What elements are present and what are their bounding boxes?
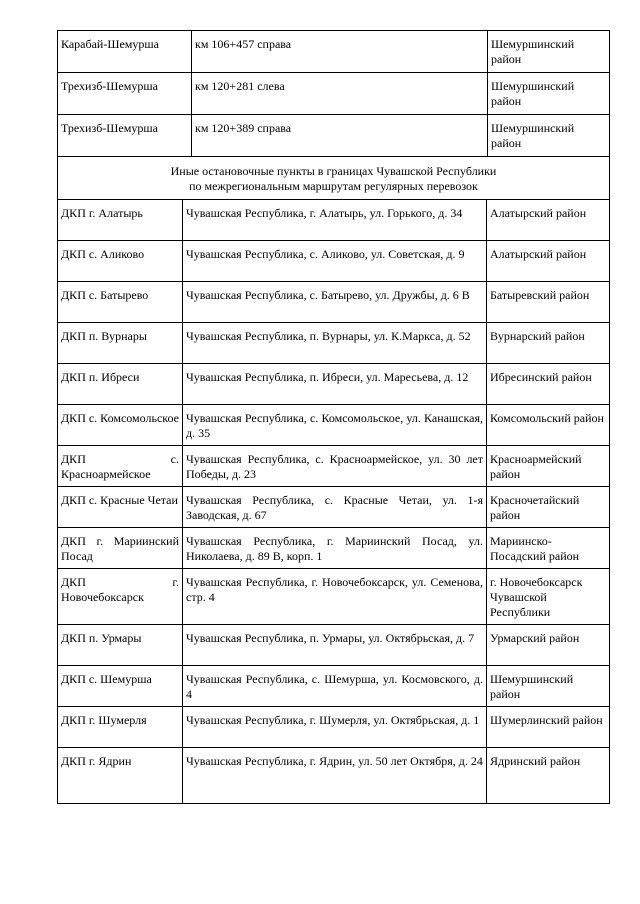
stop-district: Красночетайский район	[487, 487, 610, 528]
section-header-line-2: по межрегиональным маршрутам регулярных перевозок	[189, 179, 478, 193]
stop-district: Ибресинский район	[487, 364, 610, 405]
table-row	[58, 487, 610, 528]
stop-district: Урмарский район	[487, 625, 610, 666]
stop-district: г. Новочебоксарск Чувашской Республики	[487, 569, 610, 625]
table-row	[58, 323, 610, 364]
stop-address: Чувашская Республика, с. Аликово, ул. Советская, д. 9	[183, 241, 487, 282]
stop-district: Алатырский район	[487, 241, 610, 282]
stop-district: Красноармейский район	[487, 446, 610, 487]
stop-name: Карабай-Шемурша	[58, 31, 192, 73]
stop-name: ДКП с. Шемурша	[58, 666, 183, 707]
stop-address: Чувашская Республика, п. Урмары, ул. Октябрьская, д. 7	[183, 625, 487, 666]
stop-name: ДКП п. Урмары	[58, 625, 183, 666]
stop-district: Ядринский район	[487, 748, 610, 804]
stop-district: Алатырский район	[487, 200, 610, 241]
table-row	[58, 625, 610, 666]
interregional-stops-table	[57, 199, 610, 804]
stop-location: км 106+457 справа	[192, 31, 488, 73]
stop-district: Шемуршинский район	[488, 73, 610, 115]
top-stops-table	[57, 30, 610, 200]
stop-name: Трехизб-Шемурша	[58, 115, 192, 157]
stop-address: Чувашская Республика, п. Вурнары, ул. К.Маркса, д. 52	[183, 323, 487, 364]
table-row	[58, 364, 610, 405]
table-row	[58, 528, 610, 569]
stop-address: Чувашская Республика, с. Комсомольское, ул. Канашская, д. 35	[183, 405, 487, 446]
section-header-line-1: Иные остановочные пункты в границах Чувашской Республики	[170, 164, 497, 178]
stop-address: Чувашская Республика, г. Новочебоксарск, ул. Семенова, стр. 4	[183, 569, 487, 625]
table-row	[58, 405, 610, 446]
table-row	[58, 707, 610, 748]
stop-address: Чувашская Республика, г. Мариинский Посад, ул. Николаева, д. 89 В, корп. 1	[183, 528, 487, 569]
stop-name: ДКП с. Комсомольское	[58, 405, 183, 446]
table-row	[58, 241, 610, 282]
section-header	[58, 157, 610, 200]
stop-district: Мариинско-Посадский район	[487, 528, 610, 569]
stop-name: Трехизб-Шемурша	[58, 73, 192, 115]
stop-district: Шумерлинский район	[487, 707, 610, 748]
stop-name: ДКП г. Алатырь	[58, 200, 183, 241]
stop-name: ДКП с. Красноармейское	[58, 446, 183, 487]
stop-address: Чувашская Республика, г. Ядрин, ул. 50 лет Октября, д. 24	[183, 748, 487, 804]
stop-address: Чувашская Республика, с. Батырево, ул. Дружбы, д. 6 В	[183, 282, 487, 323]
stop-name: ДКП г. Новочебоксарск	[58, 569, 183, 625]
stop-address: Чувашская Республика, с. Красноармейское, ул. 30 лет Победы, д. 23	[183, 446, 487, 487]
table-row	[58, 666, 610, 707]
table-row	[58, 31, 610, 73]
stop-district: Шемуршинский район	[488, 31, 610, 73]
table-row	[58, 282, 610, 323]
table-row	[58, 569, 610, 625]
stop-district: Батыревский район	[487, 282, 610, 323]
stop-name: ДКП г. Ядрин	[58, 748, 183, 804]
stop-name: ДКП г. Шумерля	[58, 707, 183, 748]
stop-name: ДКП с. Аликово	[58, 241, 183, 282]
section-header-row	[58, 157, 610, 200]
stop-district: Шемуршинский район	[488, 115, 610, 157]
stop-location: км 120+389 справа	[192, 115, 488, 157]
stop-name: ДКП г. Мариинский Посад	[58, 528, 183, 569]
table-row	[58, 200, 610, 241]
table-row	[58, 748, 610, 804]
stop-district: Шемуршинский район	[487, 666, 610, 707]
stop-address: Чувашская Республика, г. Шумерля, ул. Октябрьская, д. 1	[183, 707, 487, 748]
stop-name: ДКП с. Батырево	[58, 282, 183, 323]
stop-district: Комсомольский район	[487, 405, 610, 446]
table-row	[58, 446, 610, 487]
stop-address: Чувашская Республика, п. Ибреси, ул. Маресьева, д. 12	[183, 364, 487, 405]
stop-district: Вурнарский район	[487, 323, 610, 364]
stop-address: Чувашская Республика, с. Красные Четаи, ул. 1-я Заводская, д. 67	[183, 487, 487, 528]
stop-name: ДКП с. Красные Четаи	[58, 487, 183, 528]
stop-name: ДКП п. Ибреси	[58, 364, 183, 405]
table-row	[58, 115, 610, 157]
stop-address: Чувашская Республика, с. Шемурша, ул. Космовского, д. 4	[183, 666, 487, 707]
stop-name: ДКП п. Вурнары	[58, 323, 183, 364]
table-row	[58, 73, 610, 115]
stop-address: Чувашская Республика, г. Алатырь, ул. Горького, д. 34	[183, 200, 487, 241]
stop-location: км 120+281 слева	[192, 73, 488, 115]
document-page	[57, 30, 609, 804]
